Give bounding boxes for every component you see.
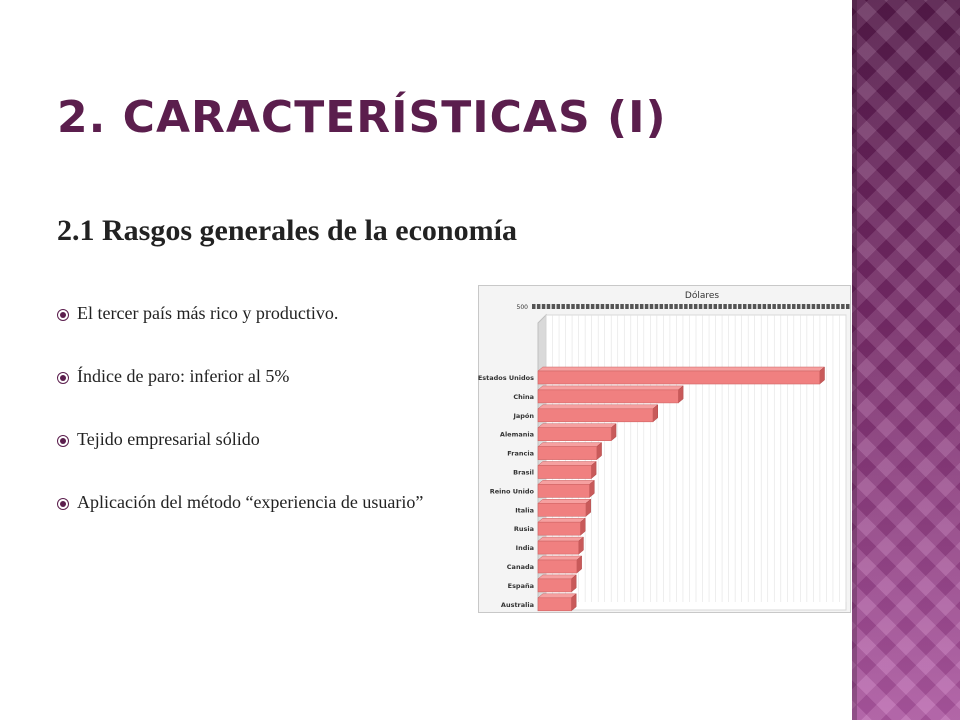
slide-title: 2. CARACTERÍSTICAS (I) [57,92,667,143]
chart-tick-mark [620,304,624,309]
chart-tick-mark [645,304,649,309]
chart-bar [538,371,820,384]
chart-tick-mark [787,304,791,309]
chart-bar [538,466,591,479]
chart-tick-mark [777,304,781,309]
chart-tick-mark [772,304,776,309]
bullet-item [57,296,447,331]
chart-tick-mark [586,304,590,309]
chart-tick-mark [571,304,575,309]
gdp-bar-chart [478,285,851,613]
chart-tick-mark [615,304,619,309]
chart-bar [538,409,653,422]
chart-tick-mark [807,304,811,309]
chart-tick-mark [797,304,801,309]
chart-svg [478,285,851,613]
chart-bar [538,522,580,535]
chart-tick-mark [601,304,605,309]
chart-category-label: Rusia [513,525,534,534]
chart-bar-top [538,594,576,598]
chart-tick-mark [704,304,708,309]
bullet-text: Índice de paro: inferior al 5% [77,366,290,386]
chart-tick-mark [802,304,806,309]
chart-tick-mark [714,304,718,309]
chart-tick-mark [718,304,722,309]
chart-bar [538,447,597,460]
chart-tick-mark [723,304,727,309]
circled-dot-bullet-icon [57,372,69,384]
chart-tick-mark [763,304,767,309]
chart-tick-mark [699,304,703,309]
chart-tick-mark [679,304,683,309]
chart-category-label: India [515,544,534,553]
chart-tick-mark [664,304,668,309]
chart-tick-mark [817,304,821,309]
chart-bar-top [538,405,658,409]
slide-subtitle: 2.1 Rasgos generales de la economía [57,214,517,247]
chart-bar-top [538,537,583,541]
chart-tick-mark [561,304,565,309]
chart-tick-mark [792,304,796,309]
chart-category-label: Brasil [513,468,534,477]
chart-tick-mark [650,304,654,309]
chart-category-label: Australia [500,600,534,609]
chart-tick-mark [689,304,693,309]
chart-category-label: Canada [506,563,534,571]
bullet-text: El tercer país más rico y productivo. [77,303,339,323]
chart-bar-top [538,386,683,390]
chart-tick-mark [566,304,570,309]
chart-category-label: España [507,581,534,590]
chart-bar [538,390,678,403]
chart-tick-mark [758,304,762,309]
chart-bar [538,503,586,516]
chart-bar-top [538,556,582,560]
chart-bar-top [538,462,596,466]
chart-tick-mark [831,304,835,309]
chart-tick-mark [674,304,678,309]
bullet-item [57,359,447,394]
chart-tick-mark [826,304,830,309]
chart-category-label: Alemania [499,430,534,439]
chart-bar [538,541,579,554]
chart-bar-top [538,424,616,428]
chart-tick-label: 500 [516,304,528,311]
chart-category-label: Francia [507,449,534,458]
chart-bar [538,560,577,573]
chart-tick-mark [694,304,698,309]
chart-tick-mark [841,304,845,309]
chart-bar-top [538,518,585,522]
chart-tick-mark [733,304,737,309]
chart-tick-mark [728,304,732,309]
bullet-list [57,296,447,520]
chart-tick-mark [821,304,825,309]
chart-tick-mark [625,304,629,309]
chart-tick-mark [591,304,595,309]
chart-tick-mark [532,304,536,309]
chart-category-label: Japón [513,411,534,420]
chart-tick-mark [660,304,664,309]
chart-tick-mark [576,304,580,309]
chart-bar-top [538,575,576,579]
decorative-side-band [852,0,960,720]
chart-tick-mark [606,304,610,309]
chart-tick-mark [581,304,585,309]
bullet-text: Aplicación del método “experiencia de usuario” [77,492,424,512]
chart-tick-mark [812,304,816,309]
chart-category-label: Italia [515,506,534,515]
chart-tick-mark [738,304,742,309]
chart-tick-mark [836,304,840,309]
bullet-text: Tejido empresarial sólido [77,429,260,449]
chart-category-label: Estados Unidos [478,374,534,382]
chart-tick-mark [684,304,688,309]
chart-tick-mark [552,304,556,309]
chart-tick-mark [596,304,600,309]
circled-dot-bullet-icon [57,498,69,510]
chart-tick-mark [846,304,850,309]
chart-category-label: Reino Unido [489,487,534,496]
chart-bar [538,579,571,592]
chart-tick-mark [635,304,639,309]
chart-bar-top [538,443,602,447]
chart-tick-mark [748,304,752,309]
bullet-item [57,485,447,520]
chart-tick-mark [630,304,634,309]
chart-tick-mark [557,304,561,309]
chart-tick-mark [640,304,644,309]
chart-tick-mark [547,304,551,309]
chart-bar-top [538,499,591,503]
chart-tick-mark [537,304,541,309]
chart-bar [538,484,590,497]
chart-tick-mark [782,304,786,309]
chart-bar [538,428,611,441]
chart-title: Dólares [684,291,720,301]
chart-category-label: China [513,392,534,401]
chart-tick-mark [669,304,673,309]
chart-tick-mark [655,304,659,309]
circled-dot-bullet-icon [57,309,69,321]
chart-tick-mark [611,304,615,309]
circled-dot-bullet-icon [57,435,69,447]
chart-tick-mark [768,304,772,309]
chart-tick-mark [743,304,747,309]
chart-bar-top [538,480,594,484]
chart-bar-top [538,367,824,371]
bullet-item [57,422,447,457]
chart-tick-mark [709,304,713,309]
chart-tick-mark [753,304,757,309]
chart-bar [538,598,571,611]
chart-tick-mark [542,304,546,309]
